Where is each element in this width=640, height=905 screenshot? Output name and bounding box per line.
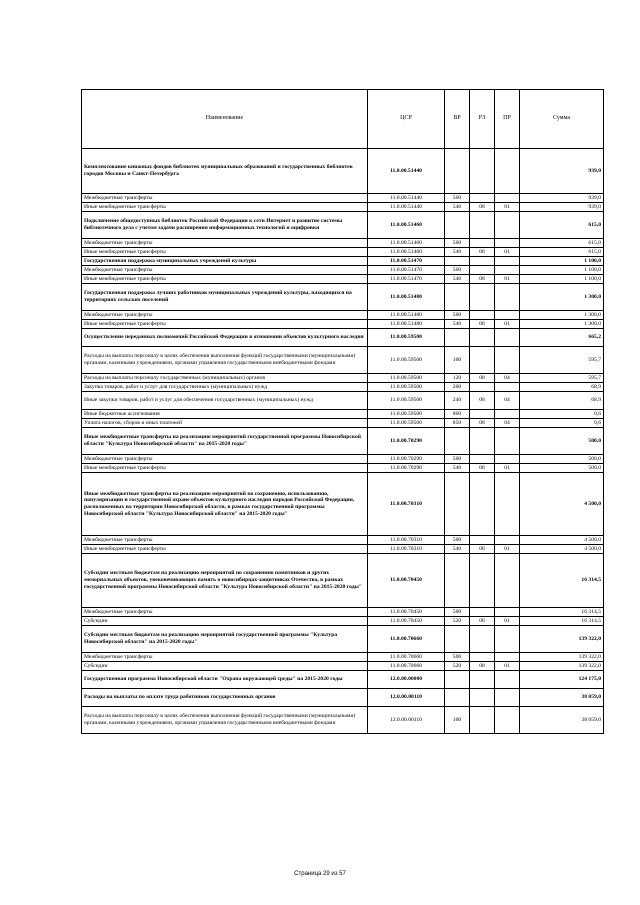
table-row: [82, 329, 604, 347]
cell-sum: 500,0: [520, 455, 604, 464]
cell-sum: 16 314,5: [520, 608, 604, 617]
cell-name: Субсидии местным бюджетам на реализацию мероприятий государственной программы "Культура Новосибирской области" на 2015-2020 годы": [82, 626, 368, 653]
cell-pr: 01: [495, 248, 520, 257]
cell-name: Иные закупки товаров, работ и услуг для обеспечения государственных (муниципальных) нужд: [82, 392, 368, 410]
cell-sum: 500,0: [520, 464, 604, 473]
cell-sum: 1 100,0: [520, 275, 604, 284]
header-vr: ВР: [445, 90, 470, 149]
cell-rz: 08: [470, 248, 495, 257]
cell-rz: [470, 212, 495, 239]
cell-rz: 08: [470, 545, 495, 554]
cell-vr: 500: [445, 455, 470, 464]
cell-name: Иные межбюджетные трансферты: [82, 248, 368, 257]
cell-pr: [495, 455, 520, 464]
budget-table: [81, 89, 604, 734]
table-row: [82, 464, 604, 473]
cell-pr: [495, 266, 520, 275]
cell-vr: 850: [445, 419, 470, 428]
cell-vr: [445, 284, 470, 311]
cell-csr: 11.0.00.70310: [368, 473, 445, 536]
cell-vr: [445, 626, 470, 653]
cell-name: Расходы на выплаты по оплате труда работников государственных органов: [82, 689, 368, 707]
cell-pr: 04: [495, 392, 520, 410]
header-rz: РЗ: [470, 90, 495, 149]
cell-vr: 500: [445, 239, 470, 248]
cell-csr: 11.0.00.70450: [368, 617, 445, 626]
cell-sum: 4 500,0: [520, 545, 604, 554]
cell-pr: 01: [495, 320, 520, 329]
cell-vr: [445, 257, 470, 266]
cell-sum: 16 314,5: [520, 617, 604, 626]
table-row: [82, 248, 604, 257]
cell-name: Государственная поддержка муниципальных учреждений культуры: [82, 257, 368, 266]
cell-vr: 500: [445, 536, 470, 545]
cell-name: Закупка товаров, работ и услуг для государственных (муниципальных) нужд: [82, 383, 368, 392]
cell-rz: [470, 473, 495, 536]
cell-csr: 11.0.00.51460: [368, 248, 445, 257]
table-row: [82, 455, 604, 464]
cell-pr: [495, 671, 520, 689]
cell-pr: 01: [495, 464, 520, 473]
cell-rz: [470, 149, 495, 194]
cell-rz: 08: [470, 419, 495, 428]
cell-name: Субсидии: [82, 617, 368, 626]
cell-sum: 500,0: [520, 428, 604, 455]
cell-sum: 1 100,0: [520, 266, 604, 275]
cell-pr: [495, 689, 520, 707]
cell-rz: [470, 329, 495, 347]
cell-sum: 1 300,0: [520, 284, 604, 311]
cell-pr: [495, 536, 520, 545]
cell-rz: [470, 653, 495, 662]
cell-rz: [470, 554, 495, 608]
cell-pr: [495, 428, 520, 455]
cell-pr: [495, 239, 520, 248]
cell-name: Субсидии местным бюджетам на реализацию мероприятий по сохранению памятников и других мемориальных объектов, увековечивающих память о новосибирцах-защитниках Отечества, в рамках государственной программы Новосибирской области "Культура Новосибирской области" на 2015-2020 годы": [82, 554, 368, 608]
cell-rz: [470, 608, 495, 617]
cell-vr: 500: [445, 194, 470, 203]
cell-name: Межбюджетные трансферты: [82, 311, 368, 320]
cell-vr: 540: [445, 203, 470, 212]
cell-sum: 68,9: [520, 392, 604, 410]
cell-rz: [470, 347, 495, 374]
cell-name: Иные межбюджетные трансферты: [82, 320, 368, 329]
cell-pr: 01: [495, 275, 520, 284]
table-row: [82, 257, 604, 266]
cell-pr: [495, 149, 520, 194]
cell-name: Подключение общедоступных библиотек Российской Федерации к сети Интернет и развитие системы библиотечного дела с учетом задачи расширения информационных технологий и оцифровки: [82, 212, 368, 239]
cell-rz: [470, 536, 495, 545]
cell-vr: 100: [445, 707, 470, 734]
cell-vr: [445, 473, 470, 536]
table-header-row: [82, 90, 604, 149]
table-row: [82, 545, 604, 554]
cell-pr: [495, 473, 520, 536]
cell-sum: 939,0: [520, 194, 604, 203]
cell-csr: 11.0.00.59500: [368, 374, 445, 383]
cell-csr: 11.0.00.70290: [368, 464, 445, 473]
cell-sum: 0,6: [520, 419, 604, 428]
table-row: [82, 410, 604, 419]
table-row: [82, 392, 604, 410]
cell-sum: 615,0: [520, 212, 604, 239]
cell-name: Комплектование книжных фондов библиотек муниципальных образований и государственных библиотек городов Москвы и Санкт-Петербурга: [82, 149, 368, 194]
cell-csr: 11.0.00.51470: [368, 266, 445, 275]
cell-sum: 615,0: [520, 248, 604, 257]
cell-csr: 11.0.00.51480: [368, 320, 445, 329]
cell-vr: 540: [445, 275, 470, 284]
header-pr: ПР: [495, 90, 520, 149]
cell-vr: 200: [445, 383, 470, 392]
table-row: [82, 284, 604, 311]
cell-pr: [495, 194, 520, 203]
cell-name: Государственная поддержка лучших работников муниципальных учреждений культуры, находящихся на территориях сельских поселений: [82, 284, 368, 311]
table-row: [82, 626, 604, 653]
cell-sum: 139 322,0: [520, 662, 604, 671]
cell-vr: 520: [445, 617, 470, 626]
cell-sum: 615,0: [520, 239, 604, 248]
cell-name: Иные бюджетные ассигнования: [82, 410, 368, 419]
cell-pr: [495, 653, 520, 662]
cell-vr: 800: [445, 410, 470, 419]
cell-csr: 11.0.00.70660: [368, 662, 445, 671]
table-row: [82, 707, 604, 734]
cell-sum: 595,7: [520, 347, 604, 374]
cell-pr: 04: [495, 374, 520, 383]
cell-csr: 11.0.00.70660: [368, 626, 445, 653]
cell-vr: [445, 671, 470, 689]
cell-vr: 540: [445, 545, 470, 554]
cell-sum: 939,0: [520, 149, 604, 194]
cell-name: Иные межбюджетные трансферты на реализацию мероприятий по сохранению, использованию, популяризации и государственной охране объектов культурного наследия народов Российской Федерации, расположенных на территории Новосибирской области, в рамках государственной программы Новосибирской области "Культура Новосибирской области" на 2015-2020 годы": [82, 473, 368, 536]
cell-rz: [470, 455, 495, 464]
cell-name: Межбюджетные трансферты: [82, 455, 368, 464]
cell-rz: [470, 410, 495, 419]
cell-rz: [470, 689, 495, 707]
table-row: [82, 554, 604, 608]
cell-csr: 11.0.00.59500: [368, 410, 445, 419]
cell-rz: [470, 383, 495, 392]
cell-pr: [495, 707, 520, 734]
cell-pr: 01: [495, 662, 520, 671]
cell-rz: 08: [470, 662, 495, 671]
cell-pr: 01: [495, 545, 520, 554]
cell-name: Иные межбюджетные трансферты: [82, 275, 368, 284]
cell-vr: 540: [445, 248, 470, 257]
cell-sum: 68,9: [520, 383, 604, 392]
cell-name: Иные межбюджетные трансферты: [82, 545, 368, 554]
table-row: [82, 149, 604, 194]
table-row: [82, 653, 604, 662]
cell-pr: 04: [495, 419, 520, 428]
cell-rz: 08: [470, 203, 495, 212]
cell-vr: [445, 212, 470, 239]
cell-name: Иные межбюджетные трансферты: [82, 464, 368, 473]
table-row: [82, 266, 604, 275]
table-row: [82, 689, 604, 707]
header-sum: Сумма: [520, 90, 604, 149]
table-row: [82, 311, 604, 320]
cell-name: Осуществление переданных полномочий Российской Федерации в отношении объектов культурного наследия: [82, 329, 368, 347]
cell-pr: [495, 212, 520, 239]
cell-pr: [495, 626, 520, 653]
cell-csr: 11.0.00.51470: [368, 257, 445, 266]
cell-sum: 124 175,0: [520, 671, 604, 689]
cell-pr: [495, 554, 520, 608]
cell-csr: 11.0.00.51460: [368, 239, 445, 248]
cell-csr: 11.0.00.51440: [368, 194, 445, 203]
cell-name: Межбюджетные трансферты: [82, 536, 368, 545]
cell-sum: 939,0: [520, 203, 604, 212]
cell-csr: 11.0.00.51440: [368, 203, 445, 212]
cell-name: Субсидии: [82, 662, 368, 671]
cell-name: Иные межбюджетные трансферты на реализацию мероприятий государственной программы Новосибирской области "Культура Новосибирской области" на 2015-2020 годы": [82, 428, 368, 455]
cell-pr: [495, 311, 520, 320]
cell-rz: [470, 707, 495, 734]
cell-name: Государственная программа Новосибирской области "Охрана окружающей среды" на 2015-2020 годы: [82, 671, 368, 689]
cell-pr: [495, 284, 520, 311]
cell-name: Уплата налогов, сборов и иных платежей: [82, 419, 368, 428]
table-row: [82, 473, 604, 536]
table-row: [82, 536, 604, 545]
table-row: [82, 194, 604, 203]
table-row: [82, 239, 604, 248]
cell-csr: 11.0.00.59500: [368, 347, 445, 374]
cell-vr: 100: [445, 347, 470, 374]
table-row: [82, 608, 604, 617]
cell-sum: 38 059,0: [520, 707, 604, 734]
table-row: [82, 617, 604, 626]
cell-vr: 540: [445, 320, 470, 329]
cell-csr: 11.0.00.70290: [368, 428, 445, 455]
cell-vr: [445, 554, 470, 608]
cell-vr: 240: [445, 392, 470, 410]
cell-pr: 01: [495, 203, 520, 212]
cell-pr: [495, 410, 520, 419]
table-row: [82, 383, 604, 392]
page-number: Страница 29 из 57: [294, 871, 346, 877]
cell-pr: [495, 383, 520, 392]
cell-vr: [445, 149, 470, 194]
cell-csr: 11.0.00.70450: [368, 608, 445, 617]
cell-vr: [445, 689, 470, 707]
table-row: [82, 671, 604, 689]
cell-rz: [470, 257, 495, 266]
cell-name: Расходы на выплаты персоналу государственных (муниципальных) органов: [82, 374, 368, 383]
cell-vr: 500: [445, 266, 470, 275]
cell-name: Расходы на выплаты персоналу в целях обеспечения выполнения функций государственными (муниципальными) органами, казенными учреждениями, органами управления государственными внебюджетными фондами: [82, 347, 368, 374]
header-name: Наименование: [82, 90, 368, 149]
table-row: [82, 419, 604, 428]
table-row: [82, 347, 604, 374]
cell-name: Межбюджетные трансферты: [82, 653, 368, 662]
cell-csr: 12.0.00.00110: [368, 689, 445, 707]
cell-csr: 11.0.00.70290: [368, 455, 445, 464]
cell-csr: 11.0.00.70310: [368, 545, 445, 554]
cell-name: Расходы на выплаты персоналу в целях обеспечения выполнения функций государственными (муниципальными) органами, казенными учреждениями, органами управления государственными внебюджетными фондами: [82, 707, 368, 734]
table-row: [82, 203, 604, 212]
cell-pr: [495, 329, 520, 347]
cell-csr: 11.0.00.59500: [368, 383, 445, 392]
cell-rz: [470, 311, 495, 320]
cell-csr: 11.0.00.70660: [368, 653, 445, 662]
table-row: [82, 212, 604, 239]
cell-rz: [470, 428, 495, 455]
cell-csr: 11.0.00.51470: [368, 275, 445, 284]
cell-name: Межбюджетные трансферты: [82, 194, 368, 203]
cell-vr: 540: [445, 464, 470, 473]
cell-csr: 11.0.00.70310: [368, 536, 445, 545]
cell-rz: [470, 284, 495, 311]
cell-name: Межбюджетные трансферты: [82, 608, 368, 617]
cell-csr: 11.0.00.59500: [368, 419, 445, 428]
cell-csr: 12.0.00.00110: [368, 707, 445, 734]
cell-rz: [470, 194, 495, 203]
cell-sum: 38 059,0: [520, 689, 604, 707]
cell-rz: 08: [470, 275, 495, 284]
cell-vr: 520: [445, 662, 470, 671]
table-row: [82, 428, 604, 455]
cell-vr: [445, 428, 470, 455]
cell-sum: 665,2: [520, 329, 604, 347]
cell-rz: 08: [470, 374, 495, 383]
cell-sum: 0,6: [520, 410, 604, 419]
cell-sum: 1 100,0: [520, 257, 604, 266]
cell-csr: 11.0.00.70450: [368, 554, 445, 608]
cell-rz: 08: [470, 617, 495, 626]
cell-rz: 08: [470, 392, 495, 410]
cell-csr: 11.0.00.51480: [368, 311, 445, 320]
cell-name: Иные межбюджетные трансферты: [82, 203, 368, 212]
cell-pr: [495, 257, 520, 266]
cell-rz: [470, 671, 495, 689]
cell-csr: 11.0.00.51480: [368, 284, 445, 311]
cell-name: Межбюджетные трансферты: [82, 239, 368, 248]
table-row: [82, 275, 604, 284]
table-row: [82, 374, 604, 383]
header-csr: ЦСР: [368, 90, 445, 149]
cell-vr: 500: [445, 311, 470, 320]
cell-csr: 11.0.00.51460: [368, 212, 445, 239]
table-row: [82, 662, 604, 671]
cell-sum: 4 500,0: [520, 536, 604, 545]
cell-vr: 500: [445, 653, 470, 662]
cell-rz: [470, 239, 495, 248]
cell-pr: [495, 608, 520, 617]
cell-pr: [495, 347, 520, 374]
cell-vr: [445, 329, 470, 347]
cell-name: Межбюджетные трансферты: [82, 266, 368, 275]
cell-vr: 500: [445, 608, 470, 617]
cell-vr: 120: [445, 374, 470, 383]
cell-csr: 11.0.00.59500: [368, 329, 445, 347]
cell-rz: 08: [470, 464, 495, 473]
cell-pr: 01: [495, 617, 520, 626]
cell-csr: 11.0.00.51440: [368, 149, 445, 194]
cell-sum: 16 314,5: [520, 554, 604, 608]
cell-csr: 12.0.00.00000: [368, 671, 445, 689]
cell-rz: [470, 626, 495, 653]
cell-sum: 139 322,0: [520, 653, 604, 662]
cell-sum: 595,7: [520, 374, 604, 383]
cell-rz: [470, 266, 495, 275]
cell-sum: 1 300,0: [520, 311, 604, 320]
cell-sum: 139 322,0: [520, 626, 604, 653]
cell-csr: 11.0.00.59500: [368, 392, 445, 410]
table-row: [82, 320, 604, 329]
cell-rz: 08: [470, 320, 495, 329]
cell-sum: 4 500,0: [520, 473, 604, 536]
cell-sum: 1 300,0: [520, 320, 604, 329]
